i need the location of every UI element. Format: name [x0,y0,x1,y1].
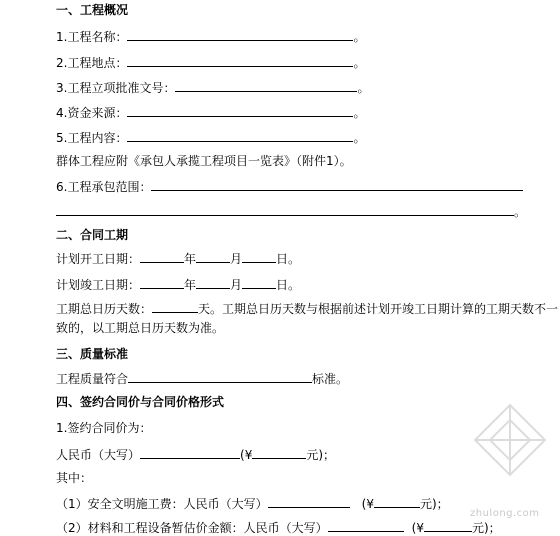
quality-standard-blank[interactable] [128,370,312,383]
section-heading-duration: 二、合同工期 [56,228,129,242]
watermark-logo-icon [470,400,550,510]
approval-number-row: 3.工程立项批准文号： 。 [56,81,370,95]
contract-scope-row-2: 。 [56,203,526,220]
planned-start-label: 计划开工日期： [56,252,141,266]
material-estimate-label: （2）材料和工程设备暂估价金额：人民币（大写） [56,521,328,535]
quality-label: 工程质量符合 [56,372,129,386]
approval-number-blank[interactable] [175,79,357,92]
watermark-text: zhulong.com [470,508,540,519]
end-month-blank[interactable] [196,276,230,289]
contract-scope-blank[interactable] [151,178,523,191]
approval-number-label: 3.工程立项批准文号： [56,81,176,95]
project-location-row: 2.工程地点： 。 [56,56,366,70]
contract-scope-blank-2[interactable] [56,203,514,216]
contract-price-row: 人民币（大写） (¥ 元)； [56,448,336,462]
start-year-blank[interactable] [140,250,184,263]
end-year-blank[interactable] [140,276,184,289]
total-days-blank[interactable] [152,300,198,313]
planned-end-label: 计划竣工日期： [56,278,141,292]
section-heading-price: 四、签约合同价与合同价格形式 [56,395,225,409]
safety-fee-capital-blank[interactable] [268,495,350,508]
end-day-blank[interactable] [242,276,276,289]
project-name-blank[interactable] [127,28,353,41]
material-estimate-row: （2）材料和工程设备暂估价金额：人民币（大写） (¥ 元)； [56,521,501,535]
price-numeric-blank[interactable] [252,446,306,459]
project-name-row: 1.工程名称： 。 [56,30,366,44]
price-capital-blank[interactable] [140,446,240,459]
rmb-label: 人民币（大写） [56,448,141,462]
group-project-note: 群体工程应附《承包人承揽工程项目一览表》（附件1）。 [56,154,352,168]
start-month-blank[interactable] [196,250,230,263]
project-name-label: 1.工程名称： [56,30,128,44]
quality-standard-row: 工程质量符合 标准。 [56,372,349,386]
total-days-text: 天。工期总日历天数与根据前述计划开竣工日期计算的工期天数不一 [198,302,559,316]
funding-source-row: 4.资金来源： 。 [56,106,366,120]
total-days-row [56,300,558,317]
project-content-row: 5.工程内容： 。 [56,131,366,145]
section-heading-quality: 三、质量标准 [56,347,129,361]
total-days-label: 工期总日历天数： [56,302,153,316]
project-location-label: 2.工程地点： [56,56,128,70]
funding-source-label: 4.资金来源： [56,106,128,120]
project-content-label: 5.工程内容： [56,131,128,145]
contract-price-label: 1.签约合同价为： [56,421,152,435]
start-day-blank[interactable] [242,250,276,263]
project-location-blank[interactable] [127,54,353,67]
project-content-blank[interactable] [127,129,353,142]
safety-fee-row: （1）安全文明施工费：人民币（大写） (¥ 元)； [56,497,449,511]
total-days-row-2: 致的，以工期总日历天数为准。 [56,321,225,335]
safety-fee-numeric-blank[interactable] [374,495,420,508]
planned-end-row: 计划竣工日期： 年 月 日。 [56,278,301,292]
material-capital-blank[interactable] [328,519,404,532]
among-label: 其中： [56,471,93,485]
material-numeric-blank[interactable] [424,519,472,532]
contract-scope-label: 6.工程承包范围： [56,180,152,194]
contract-scope-row [56,178,523,195]
planned-start-row: 计划开工日期： 年 月 日。 [56,252,301,266]
funding-source-blank[interactable] [127,104,353,117]
section-heading-overview: 一、工程概况 [56,3,129,17]
safety-fee-label: （1）安全文明施工费：人民币（大写） [56,497,268,511]
